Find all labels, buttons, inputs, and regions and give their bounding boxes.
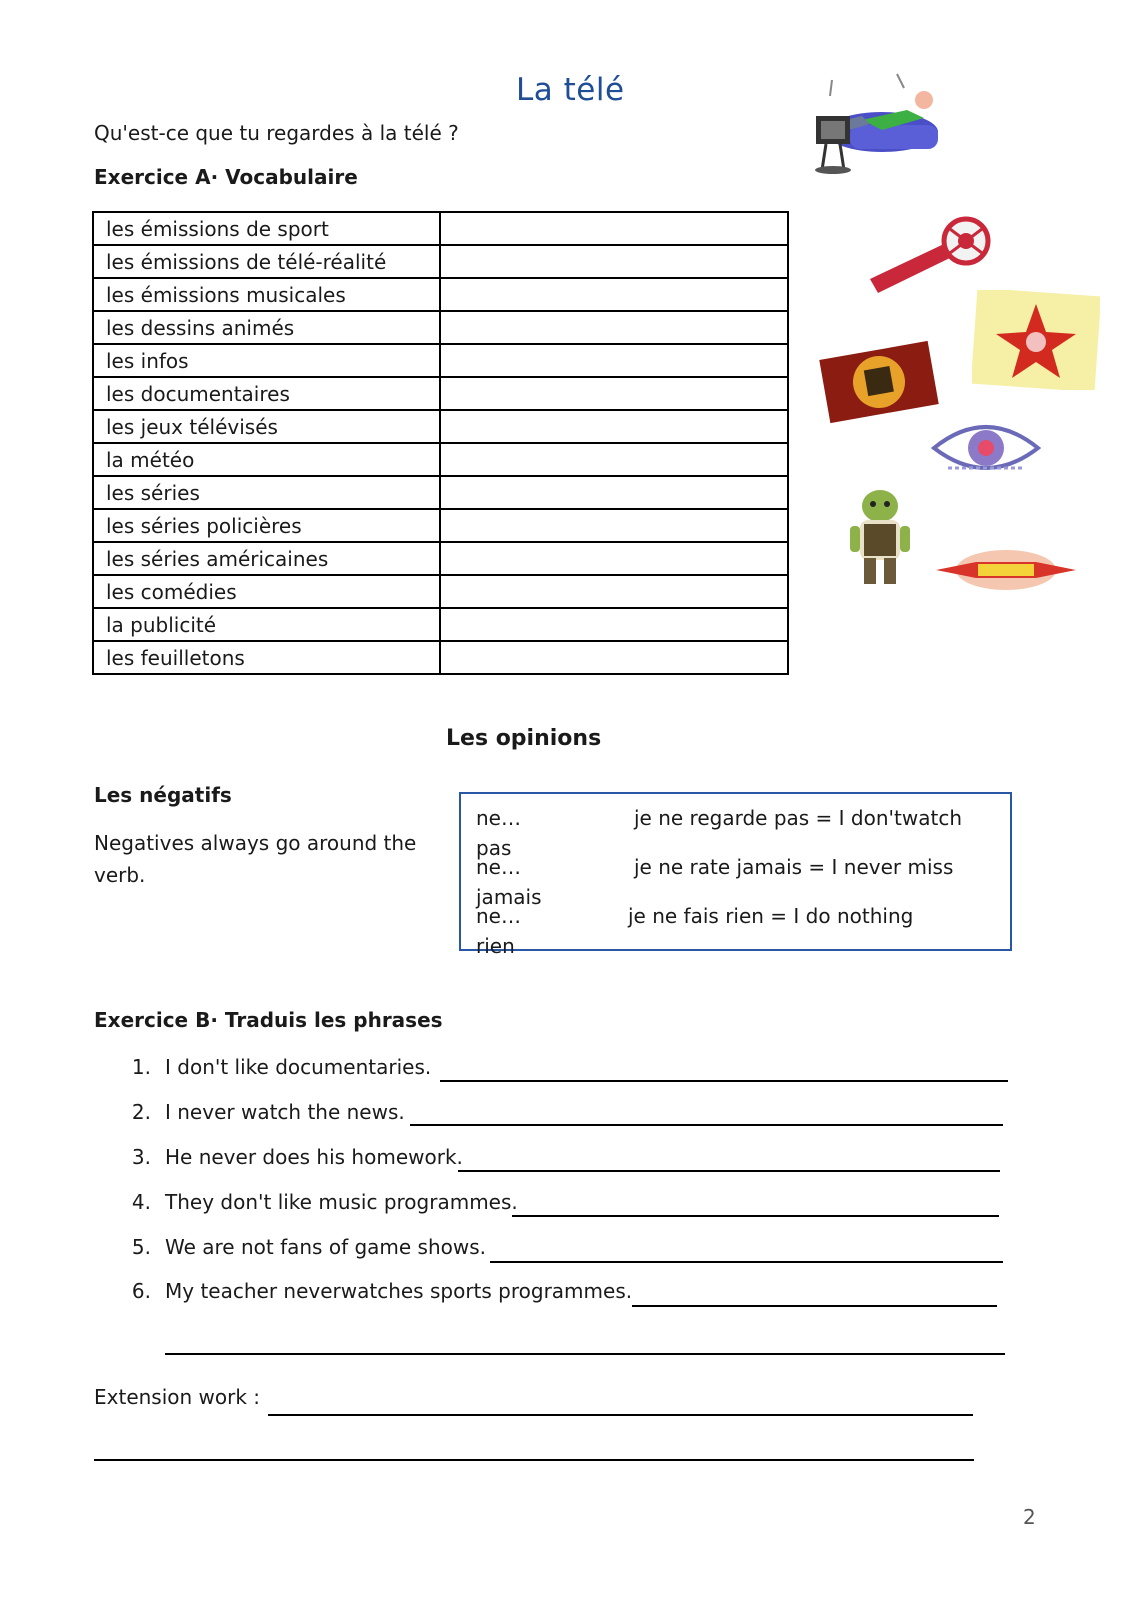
answer-line[interactable] (632, 1305, 997, 1307)
vocab-english-blank[interactable] (440, 509, 788, 542)
table-row (93, 344, 788, 377)
vocab-french: les séries américaines (93, 542, 440, 575)
vocab-english-blank[interactable] (440, 311, 788, 344)
sentence-number: 4. (131, 1190, 151, 1214)
negative-form: ne…rien (476, 904, 521, 958)
vocab-english-blank[interactable] (440, 476, 788, 509)
sentence-text: My teacher neverwatches sports programmes. (165, 1279, 633, 1303)
vocab-french: les infos (93, 344, 440, 377)
table-row (93, 575, 788, 608)
answer-line[interactable] (440, 1080, 1008, 1082)
extension-line[interactable] (94, 1459, 974, 1461)
vocab-french: les jeux télévisés (93, 410, 440, 443)
answer-line[interactable] (512, 1215, 999, 1217)
extension-line[interactable] (268, 1414, 973, 1416)
table-row (93, 509, 788, 542)
negatifs-explanation: Negatives always go around the verb. (94, 831, 417, 887)
negative-example: je ne regarde pas = I don'twatch (634, 806, 962, 830)
couch-tv-illustration (812, 70, 942, 182)
sentence-text: He never does his homework. (165, 1145, 463, 1169)
table-row (93, 542, 788, 575)
vocab-french: les séries (93, 476, 440, 509)
table-row (93, 245, 788, 278)
page-number: 2 (1023, 1505, 1036, 1529)
page-title: La télé (516, 72, 625, 108)
vocab-english-blank[interactable] (440, 608, 788, 641)
vocab-french: les séries policières (93, 509, 440, 542)
vocab-english-blank[interactable] (440, 542, 788, 575)
table-row (93, 641, 788, 674)
negatifs-heading: Les négatifs (94, 783, 232, 807)
sentence-number: 3. (131, 1145, 151, 1169)
vocab-english-blank[interactable] (440, 641, 788, 674)
vocab-french: les documentaires (93, 377, 440, 410)
table-row (93, 608, 788, 641)
table-row (93, 278, 788, 311)
table-row (93, 443, 788, 476)
vocab-french: la météo (93, 443, 440, 476)
sentence-text: They don't like music programmes. (165, 1190, 518, 1214)
doctor-who-image (936, 544, 1076, 596)
vocab-french: les émissions de télé-réalité (93, 245, 440, 278)
sentence-number: 5. (131, 1235, 151, 1259)
exercise-b-heading: Exercice B· Traduis les phrases (94, 1008, 443, 1032)
sentence-text: We are not fans of game shows. (165, 1235, 487, 1259)
negative-example: je ne fais rien = I do nothing (628, 904, 914, 928)
vocabulary-table (92, 211, 789, 675)
negatives-box (459, 792, 1012, 958)
big-bang-theory-image (818, 340, 940, 424)
vocab-english-blank[interactable] (440, 212, 788, 245)
vocab-english-blank[interactable] (440, 575, 788, 608)
negative-form: ne…jamais (476, 855, 542, 909)
vocab-english-blank[interactable] (440, 410, 788, 443)
match-of-the-day-image (866, 215, 996, 295)
opinions-heading: Les opinions (446, 726, 602, 751)
red-star-image (972, 290, 1100, 390)
vocab-french: les dessins animés (93, 311, 440, 344)
negative-form: ne…pas (476, 806, 521, 860)
answer-line[interactable] (458, 1170, 1000, 1172)
sentence-number: 6. (131, 1279, 151, 1303)
answer-line[interactable] (410, 1124, 1003, 1126)
shrek-image (840, 482, 920, 590)
vocab-english-blank[interactable] (440, 443, 788, 476)
intro-question: Qu'est-ce que tu regardes à la télé ? (94, 121, 459, 145)
exercise-a-heading: Exercice A· Vocabulaire (94, 165, 358, 189)
answer-line[interactable] (490, 1261, 1003, 1263)
eye-logo-image (928, 410, 1044, 486)
table-row (93, 476, 788, 509)
vocab-french: les émissions de sport (93, 212, 440, 245)
table-row (93, 410, 788, 443)
sentence-text: I never watch the news. (165, 1100, 405, 1124)
table-row (93, 212, 788, 245)
vocab-french: les émissions musicales (93, 278, 440, 311)
vocab-english-blank[interactable] (440, 344, 788, 377)
table-row (93, 377, 788, 410)
vocab-french: les comédies (93, 575, 440, 608)
table-row (93, 311, 788, 344)
vocab-english-blank[interactable] (440, 377, 788, 410)
extension-label: Extension work : (94, 1385, 261, 1409)
negative-example: je ne rate jamais = I never miss (634, 855, 954, 879)
vocab-english-blank[interactable] (440, 278, 788, 311)
answer-line-continued[interactable] (165, 1353, 1005, 1355)
sentence-number: 2. (131, 1100, 151, 1124)
sentence-number: 1. (131, 1055, 151, 1079)
vocab-french: les feuilletons (93, 641, 440, 674)
vocab-english-blank[interactable] (440, 245, 788, 278)
vocab-french: la publicité (93, 608, 440, 641)
sentence-text: I don't like documentaries. (165, 1055, 432, 1079)
